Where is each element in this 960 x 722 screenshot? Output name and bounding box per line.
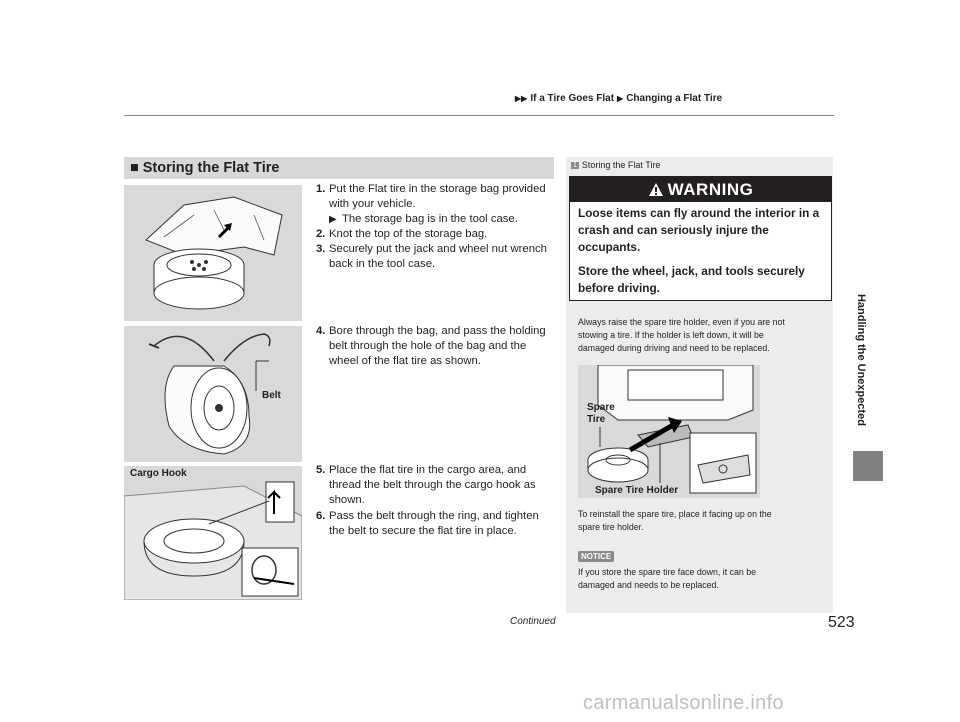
step-2-text: Knot the top of the storage bag. [329,228,488,240]
breadcrumb [515,93,722,104]
figure-spare-tire-holder [578,365,760,498]
breadcrumb-item-flat-tire[interactable]: If a Tire Goes Flat [530,93,615,104]
notice-text-2: damaged and needs to be replaced. [578,580,719,590]
breadcrumb-item-changing[interactable]: Changing a Flat Tire [626,93,723,104]
step-1-text-2: with your vehicle. [329,198,416,210]
warning-text-1: Loose items can fly around the interior in a [578,206,820,220]
spare-label-line-2: Tire [587,414,606,425]
page-number: 523 [828,614,855,631]
step-3-text: Securely put the jack and wheel nut wrench [329,243,547,255]
spare-tire-holder-label: Spare Tire Holder [595,485,679,496]
belt-label: Belt [262,390,281,401]
step-6-text: Pass the belt through the ring, and tighten [329,510,539,522]
step-1-note: The storage bag is in the tool case. [342,213,518,225]
step-4-text-3: wheel of the flat tire as shown. [329,355,481,367]
cargo-hook-illustration [124,466,302,600]
side-tab-label: Handling the Unexpected [855,293,867,427]
note-arrow-icon: ▶ [329,214,337,225]
step-6-number: 6. [316,510,326,522]
side-tab-marker [853,451,883,481]
warning-triangle-icon [648,182,664,197]
sidebar-paragraph-2-line-1: To reinstall the spare tire, place it facing up on the [578,509,772,519]
warning-text-3: occupants. [578,240,641,254]
sidebar-paragraph-1-line-3: damaged during driving and need to be replaced. [578,343,770,353]
sidebar-paragraph-2-line-2: spare tire holder. [578,522,644,532]
warning-text-2: crash and can seriously injure the [578,223,769,237]
sidebar-paragraph-1-line-2: stowing a tire. If the holder is left down, it will be [578,330,764,340]
header-divider [124,115,834,116]
spare-label-line-1: Spare [587,402,615,413]
warning-heading-text: WARNING [667,179,754,199]
warning-heading [570,177,831,202]
notice-badge: NOTICE [578,551,614,562]
spare-tire-holder-illustration [578,365,760,498]
figure-tire-in-bag [124,185,302,321]
arrow-icon: ▶ [617,94,624,103]
warning-text-5: before driving. [578,281,660,295]
step-4-text-2: belt through the hole of the bag and the [329,340,527,352]
step-5-number: 5. [316,464,326,476]
figure-cargo-hook [124,466,302,600]
sidebar-title-text: Storing the Flat Tire [581,160,661,170]
section-heading [124,157,554,179]
cargo-hook-label: Cargo Hook [130,468,187,479]
sidebar-paragraph-1-line-1: Always raise the spare tire holder, even if you are not [578,317,785,327]
double-arrow-icon: ▶▶ [515,94,528,103]
step-4-number: 4. [316,325,326,337]
sidebar-title [571,160,660,170]
side-tab[interactable] [846,265,876,455]
step-3-text-2: back in the tool case. [329,258,436,270]
step-5-text-3: shown. [329,494,365,506]
section-title: Storing the Flat Tire [142,160,280,176]
warning-text-4: Store the wheel, jack, and tools securely [578,264,805,278]
tire-in-bag-illustration [124,185,302,321]
section-marker: ■ [130,160,139,176]
reference-badge: 1 [573,161,577,169]
step-1-text: Put the Flat tire in the storage bag provided [329,183,546,195]
step-5-text-2: thread the belt through the cargo hook as [329,479,536,491]
step-6-text-2: the belt to secure the flat tire in place. [329,525,517,537]
step-1-number: 1. [316,183,326,195]
watermark: carmanualsonline.info [583,692,784,714]
step-2-number: 2. [316,228,326,240]
step-3-number: 3. [316,243,326,255]
continued-label: Continued [510,616,556,627]
figure-belt-through-wheel [124,326,302,462]
notice-text-1: If you store the spare tire face down, it can be [578,567,756,577]
step-5-text: Place the flat tire in the cargo area, and [329,464,527,476]
step-4-text: Bore through the bag, and pass the holding [329,325,546,337]
